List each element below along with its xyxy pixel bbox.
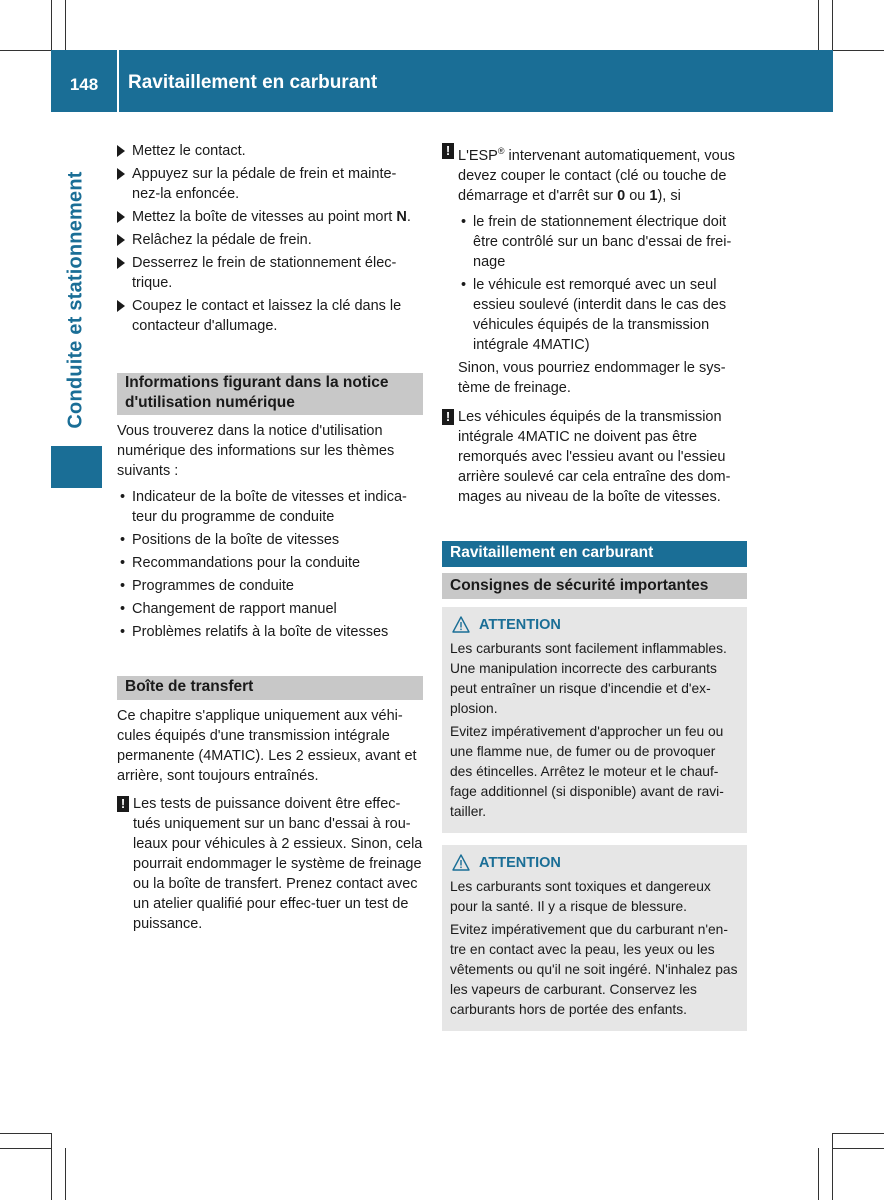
warning-title <box>450 853 739 875</box>
page-header <box>51 50 833 112</box>
list-item <box>117 622 423 642</box>
list-item <box>117 530 423 550</box>
bullet-icon: • <box>120 532 126 548</box>
section-intro: Vous trouverez dans la notice d'utilisation numérique des informations sur les thèmes suivants : <box>117 423 395 479</box>
crop-mark <box>818 1148 819 1200</box>
step-item <box>117 253 423 293</box>
step-text-end: . <box>406 209 411 225</box>
arrow-icon <box>117 234 125 246</box>
bullet-icon: • <box>120 489 126 505</box>
list-item <box>458 275 747 355</box>
list-item-text: Indicateur de la boîte de vitesses et indica-teur du programme de conduite <box>132 489 407 525</box>
bullet-icon: • <box>461 213 467 230</box>
right-column <box>442 141 747 1031</box>
list-item-text: le frein de stationnement électrique doit être contrôlé sur un banc d'essai de frei-nage <box>473 213 732 270</box>
step-item <box>117 230 423 250</box>
step-text: Appuyez sur la pédale de frein et mainte-nez-la enfoncée. <box>132 166 397 202</box>
list-item <box>117 553 423 573</box>
crop-mark <box>818 0 819 52</box>
arrow-icon <box>117 257 125 269</box>
registered-mark: ® <box>497 146 505 156</box>
step-item <box>117 141 423 161</box>
bullet-icon: • <box>120 601 126 617</box>
notice-text: Les tests de puissance doivent être effec-tués uniquement sur un banc d'essai à rou-leaux pour véhicules à 2 essieux. Sinon, cela pourrait endommager le système de freinage ou la boîte de transfert. Prenez contact avec un atelier qualifié pour effec-tuer un test de puissance. <box>133 796 423 932</box>
section-heading: Informations figurant dans la notice d'utilisation numérique <box>117 373 423 415</box>
section-heading: Boîte de transfert <box>117 676 423 700</box>
exclamation-icon: ! <box>442 409 454 425</box>
bullet-icon: • <box>461 276 467 293</box>
warning-triangle-icon <box>452 854 470 871</box>
notice-text: Les véhicules équipés de la transmission intégrale 4MATIC ne doivent pas être remorqués avec l'essieu avant ou l'essieu arrière soulevé car cela entraîne des dom-mages au niveau de la boîte de vitesses. <box>458 408 731 505</box>
list-item-text: Programmes de conduite <box>132 578 294 594</box>
left-column <box>117 141 423 940</box>
section-title: Ravitaillement en carburant <box>442 541 747 567</box>
notice-text: L'ESP <box>458 147 498 164</box>
notice <box>442 141 747 206</box>
bullet-icon: • <box>120 578 126 594</box>
list-item-text: Positions de la boîte de vitesses <box>132 532 340 548</box>
notice <box>117 794 423 934</box>
crop-mark <box>0 1133 51 1134</box>
warning-box <box>442 607 747 833</box>
warning-paragraph: Les carburants sont facilement inflammables. Une manipulation incorrecte des carburants peut entraîner un risque d'incendie et d'ex-plosion. <box>450 640 727 716</box>
page-number: 148 <box>69 75 99 94</box>
notice-sublist <box>442 212 747 398</box>
notice <box>442 407 747 507</box>
notice-text: intervenant automatiquement, vous devez couper le contact (clé ou touche de démarrage et d'arrêt sur <box>458 147 736 204</box>
bullet-icon: • <box>120 555 126 571</box>
list-item <box>458 212 747 272</box>
list-item-text: Changement de rapport manuel <box>132 601 337 617</box>
warning-title <box>450 615 739 637</box>
warning-box <box>442 845 747 1031</box>
step-item <box>117 207 423 227</box>
step-item <box>117 296 423 336</box>
list-item-text: Problèmes relatifs à la boîte de vitesses <box>132 624 389 640</box>
list-item-text: le véhicule est remorqué avec un seul essieu soulevé (interdit dans le cas des véhicules équipés de la transmission intégrale 4MATIC) <box>473 276 727 353</box>
arrow-icon <box>117 168 125 180</box>
crop-mark <box>832 0 833 50</box>
warning-title-text: ATTENTION <box>479 616 561 633</box>
neutral-key: N <box>396 209 407 225</box>
step-text: Coupez le contact et laissez la clé dans le contacteur d'allumage. <box>132 298 402 334</box>
key-zero: 0 <box>617 187 626 204</box>
notice-text: ou <box>625 187 650 204</box>
exclamation-icon: ! <box>117 796 129 812</box>
list-item <box>117 576 423 596</box>
crop-mark <box>833 1133 884 1134</box>
section-intro: Ce chapitre s'applique uniquement aux véhi-cules équipés d'une transmission intégrale permanente (4MATIC). Les 2 essieux, avant et arrière, sont toujours entraînés. <box>117 708 417 784</box>
sub-heading: Consignes de sécurité importantes <box>442 573 747 599</box>
step-text: Mettez la boîte de vitesses au point mort <box>132 209 393 225</box>
header-title: Ravitaillement en carburant <box>128 72 378 93</box>
step-item <box>117 164 423 204</box>
crop-mark <box>833 1148 884 1149</box>
crop-mark <box>0 1148 51 1149</box>
header-divider <box>117 50 119 112</box>
crop-mark <box>0 50 51 51</box>
crop-mark <box>833 50 884 51</box>
crop-mark <box>65 0 66 52</box>
list-item <box>117 487 423 527</box>
crop-mark <box>51 0 52 50</box>
crop-mark <box>832 1133 833 1200</box>
arrow-icon <box>117 145 125 157</box>
warning-paragraph: Evitez impérativement d'approcher un feu ou une flamme nue, de fumer ou de provoquer des étincelles. Arrêtez le moteur et le chauf-fage additionnel (si disponible) avant de ravi-tailler. <box>450 723 724 819</box>
step-text: Desserrez le frein de stationnement élec-trique. <box>132 255 397 291</box>
step-text: Mettez le contact. <box>132 143 246 159</box>
exclamation-icon: ! <box>442 143 454 159</box>
side-tab-marker <box>51 446 102 488</box>
arrow-icon <box>117 211 125 223</box>
warning-paragraph: Les carburants sont toxiques et dangereux pour la santé. Il y a risque de blessure. <box>450 878 711 914</box>
notice-after: Sinon, vous pourriez endommager le sys-tème de freinage. <box>458 359 726 396</box>
side-tab-label: Conduite et stationnement <box>64 171 87 429</box>
arrow-icon <box>117 300 125 312</box>
warning-title-text: ATTENTION <box>479 854 561 871</box>
crop-mark <box>51 1133 52 1200</box>
notice-text: ), si <box>657 187 681 204</box>
bullet-icon: • <box>120 624 126 640</box>
warning-paragraph: Evitez impérativement que du carburant n'en-tre en contact avec la peau, les yeux ou les vêtements ou qu'il ne soit ingéré. N'inhalez pas les vapeurs de carburant. Conservez les carburants hors de portée des enfants. <box>450 921 738 1017</box>
warning-triangle-icon <box>452 616 470 633</box>
crop-mark <box>65 1148 66 1200</box>
list-item <box>117 599 423 619</box>
key-one: 1 <box>649 187 658 204</box>
step-text: Relâchez la pédale de frein. <box>132 232 312 248</box>
list-item-text: Recommandations pour la conduite <box>132 555 361 571</box>
